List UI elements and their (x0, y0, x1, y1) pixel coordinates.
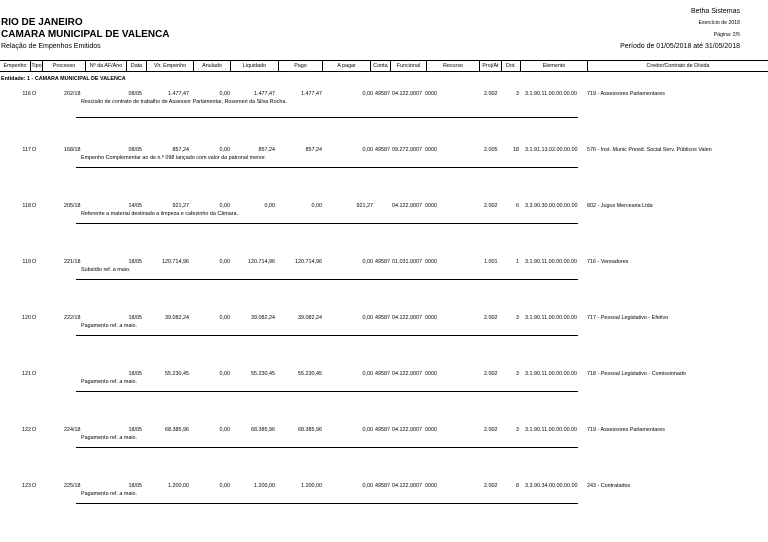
cell-funcional: 04.122.0007 (392, 371, 422, 377)
cell-dot: 8 (516, 483, 519, 489)
cell-conta: 49587 (375, 371, 390, 377)
cell-liquidado: 68.385,96 (251, 427, 275, 433)
cell-processo: 205/18 (64, 203, 81, 209)
report-subtitle: Relação de Empenhos Emitidos (1, 43, 101, 50)
cell-dot: 1 (516, 259, 519, 265)
row-divider (76, 335, 578, 336)
column-header: Data (126, 61, 146, 71)
cell-conta: 49587 (375, 91, 390, 97)
cell-empenho: 123 (22, 483, 31, 489)
column-header: Elemento (520, 61, 587, 71)
cell-liquidado: 1.200,00 (254, 483, 275, 489)
cell-recurso: 0000 (425, 427, 437, 433)
cell-data: 18/05 (128, 315, 142, 321)
cell-elemento: 3.1.90.11.00.00.00.00 (525, 427, 578, 433)
record-description: Subsídio ref. a maio. (81, 267, 131, 273)
cell-tipo: O (32, 203, 37, 209)
record-description: Pagamento ref. a maio. (81, 323, 138, 329)
cell-anulado: 0,00 (219, 483, 230, 489)
cell-elemento: 3.1.90.11.00.00.00.00 (525, 371, 578, 377)
cell-funcional: 04.122.0007 (392, 203, 422, 209)
cell-credor: 802 - Jugus Mercearia Ltda (587, 203, 653, 209)
cell-apagar: 0,00 (362, 427, 373, 433)
column-header: A pagar (322, 61, 370, 71)
row-divider (76, 503, 578, 504)
record-description: Empenho Complementar ao de n.º 098 lançado com valor da patronal menor. (81, 155, 267, 161)
cell-funcional: 04.122.0007 (392, 483, 422, 489)
cell-apagar: 0,00 (362, 91, 373, 97)
table-header (0, 60, 768, 72)
column-header: Processo (42, 61, 85, 71)
cell-credor: 719 - Assessores Parlamentares (587, 427, 665, 433)
column-header: Recurso (426, 61, 479, 71)
cell-proj: 2.002 (484, 203, 498, 209)
cell-pago: 120.714,96 (295, 259, 322, 265)
cell-recurso: 0000 (425, 483, 437, 489)
cell-apagar: 921,27 (356, 203, 373, 209)
cell-proj: 2.005 (484, 147, 498, 153)
cell-liquidado: 120.714,96 (248, 259, 275, 265)
cell-funcional: 01.031.0007 (392, 259, 422, 265)
cell-tipo: O (32, 315, 37, 321)
column-header: Proj/At (479, 61, 501, 71)
cell-dot: 3 (516, 371, 519, 377)
cell-processo: 221/18 (64, 259, 81, 265)
cell-elemento: 3.3.90.30.00.00.00.00 (525, 203, 578, 209)
cell-empenho: 116 (22, 91, 31, 97)
cell-tipo: O (32, 427, 37, 433)
cell-recurso: 0000 (425, 315, 437, 321)
column-header: Tipo (31, 63, 42, 69)
column-header: Liquidado (230, 61, 278, 71)
cell-data: 18/05 (128, 259, 142, 265)
cell-recurso: 0000 (425, 371, 437, 377)
report-entity: CAMARA MUNICIPAL DE VALENCA (1, 29, 170, 40)
cell-data: 18/05 (128, 371, 142, 377)
row-divider (76, 279, 578, 280)
cell-elemento: 3.1.90.11.00.00.00.00 (525, 315, 578, 321)
cell-elemento: 3.1.90.11.00.00.00.00 (525, 259, 578, 265)
cell-conta: 49587 (375, 483, 390, 489)
cell-proj: 2.002 (484, 483, 498, 489)
cell-valor: 1.200,00 (168, 483, 189, 489)
cell-liquidado: 39.082,24 (251, 315, 275, 321)
cell-liquidado: 857,24 (258, 147, 275, 153)
cell-anulado: 0,00 (219, 91, 230, 97)
cell-liquidado: 1.477,47 (254, 91, 275, 97)
cell-anulado: 0,00 (219, 259, 230, 265)
record-description: Pagamento ref. a maio. (81, 435, 138, 441)
cell-apagar: 0,00 (362, 371, 373, 377)
exercise-year: Exercício de 2018 (698, 20, 740, 26)
cell-dot: 3 (516, 315, 519, 321)
cell-data: 08/05 (128, 91, 142, 97)
cell-conta: 49587 (375, 315, 390, 321)
page-number: Página: 2/5 (713, 32, 740, 38)
row-divider (76, 391, 578, 392)
cell-recurso: 0000 (425, 91, 437, 97)
cell-funcional: 04.122.0007 (392, 427, 422, 433)
record-description: Pagamento ref. a maio. (81, 379, 138, 385)
column-header: Nº da AF/Ano (85, 61, 126, 71)
cell-valor: 55.230,45 (165, 371, 189, 377)
cell-anulado: 0,00 (219, 427, 230, 433)
cell-dot: 3 (516, 91, 519, 97)
cell-recurso: 0000 (425, 203, 437, 209)
cell-processo: 202/18 (64, 91, 81, 97)
cell-elemento: 3.3.90.34.00.00.00.00 (525, 483, 578, 489)
cell-credor: 576 - Inst. Munic Previd. Social Serv. Públicos Valen (587, 147, 712, 153)
cell-funcional: 04.122.0007 (392, 91, 422, 97)
cell-empenho: 118 (22, 203, 31, 209)
cell-tipo: O (32, 483, 37, 489)
cell-processo: 224/18 (64, 427, 81, 433)
cell-credor: 716 - Vereadores (587, 259, 629, 265)
cell-recurso: 0000 (425, 259, 437, 265)
cell-pago: 55.230,45 (298, 371, 322, 377)
cell-credor: 243 - Contratados (587, 483, 631, 489)
cell-conta: 49587 (375, 427, 390, 433)
cell-valor: 857,24 (172, 147, 189, 153)
cell-liquidado: 55.230,45 (251, 371, 275, 377)
cell-empenho: 120 (22, 315, 31, 321)
entity-label: Entidade: 1 - CAMARA MUNICIPAL DE VALENCA (1, 76, 126, 82)
cell-pago: 1.200,00 (301, 483, 322, 489)
row-divider (76, 447, 578, 448)
cell-proj: 2.002 (484, 371, 498, 377)
cell-credor: 718 - Pessoal Legislativo - Comissionado (587, 371, 686, 377)
company-name: Betha Sistemas (690, 8, 740, 15)
cell-dot: 18 (513, 147, 519, 153)
cell-anulado: 0,00 (219, 203, 230, 209)
column-header: Empenho (3, 63, 27, 69)
cell-data: 14/05 (128, 203, 142, 209)
column-header: Pago (278, 61, 322, 71)
cell-recurso: 0000 (425, 147, 437, 153)
cell-dot: 6 (516, 203, 519, 209)
cell-pago: 0,00 (311, 203, 322, 209)
column-header: Vlr. Empenho (146, 61, 193, 71)
cell-conta: 49587 (375, 259, 390, 265)
cell-valor: 68.385,96 (165, 427, 189, 433)
cell-elemento: 3.1.91.13.02.00.00.00 (525, 147, 578, 153)
cell-valor: 921,27 (172, 203, 189, 209)
cell-pago: 39.082,24 (298, 315, 322, 321)
row-divider (76, 117, 578, 118)
column-header: Dot. (501, 61, 520, 71)
column-header: Anulado (193, 61, 230, 71)
report-state: RIO DE JANEIRO (1, 17, 83, 28)
cell-pago: 857,24 (305, 147, 322, 153)
cell-apagar: 0,00 (362, 315, 373, 321)
cell-apagar: 0,00 (362, 259, 373, 265)
cell-processo: 225/18 (64, 483, 81, 489)
cell-funcional: 09.272.0007 (392, 147, 422, 153)
cell-tipo: O (32, 371, 37, 377)
cell-conta: 49587 (375, 147, 390, 153)
record-description: Pagamento ref. a maio. (81, 491, 138, 497)
cell-tipo: O (32, 259, 37, 265)
cell-data: 08/05 (128, 147, 142, 153)
cell-pago: 68.385,96 (298, 427, 322, 433)
cell-empenho: 122 (22, 427, 31, 433)
cell-tipo: O (32, 147, 37, 153)
cell-apagar: 0,00 (362, 483, 373, 489)
cell-processo: 222/18 (64, 315, 81, 321)
row-divider (76, 223, 578, 224)
cell-credor: 719 - Assessores Parlamentares (587, 91, 665, 97)
column-header: Conta (370, 61, 390, 71)
cell-tipo: O (32, 91, 37, 97)
cell-anulado: 0,00 (219, 371, 230, 377)
cell-valor: 1.477,47 (168, 91, 189, 97)
cell-proj: 2.002 (484, 427, 498, 433)
cell-credor: 717 - Pessoal Legislativo - Efetivo (587, 315, 669, 321)
cell-empenho: 119 (22, 259, 31, 265)
cell-data: 18/05 (128, 483, 142, 489)
cell-data: 18/05 (128, 427, 142, 433)
cell-apagar: 0,00 (362, 147, 373, 153)
cell-proj: 2.002 (484, 91, 498, 97)
column-header: Funcional (390, 61, 426, 71)
cell-liquidado: 0,00 (264, 203, 275, 209)
cell-dot: 3 (516, 427, 519, 433)
row-divider (76, 167, 578, 168)
cell-valor: 120.714,96 (162, 259, 189, 265)
cell-proj: 1.001 (484, 259, 498, 265)
record-description: Referente a material destinado a limpeza e cafezinho da Câmara. (81, 211, 239, 217)
cell-funcional: 04.122.0007 (392, 315, 422, 321)
cell-elemento: 3.1.90.11.00.00.00.00 (525, 91, 578, 97)
cell-anulado: 0,00 (219, 315, 230, 321)
cell-pago: 1.477,47 (301, 91, 322, 97)
cell-valor: 39.082,24 (165, 315, 189, 321)
cell-anulado: 0,00 (219, 147, 230, 153)
cell-empenho: 117 (22, 147, 31, 153)
cell-processo: 168/18 (64, 147, 81, 153)
report-period: Período de 01/05/2018 até 31/05/2018 (620, 43, 740, 50)
record-description: Rescisão de contrato de trabalho de Assessor Parlamentar, Rosemeri da Silva Rocha. (81, 99, 287, 105)
column-header: Credor/Contrato de Dívida (587, 61, 768, 71)
cell-proj: 2.002 (484, 315, 498, 321)
cell-empenho: 121 (22, 371, 31, 377)
